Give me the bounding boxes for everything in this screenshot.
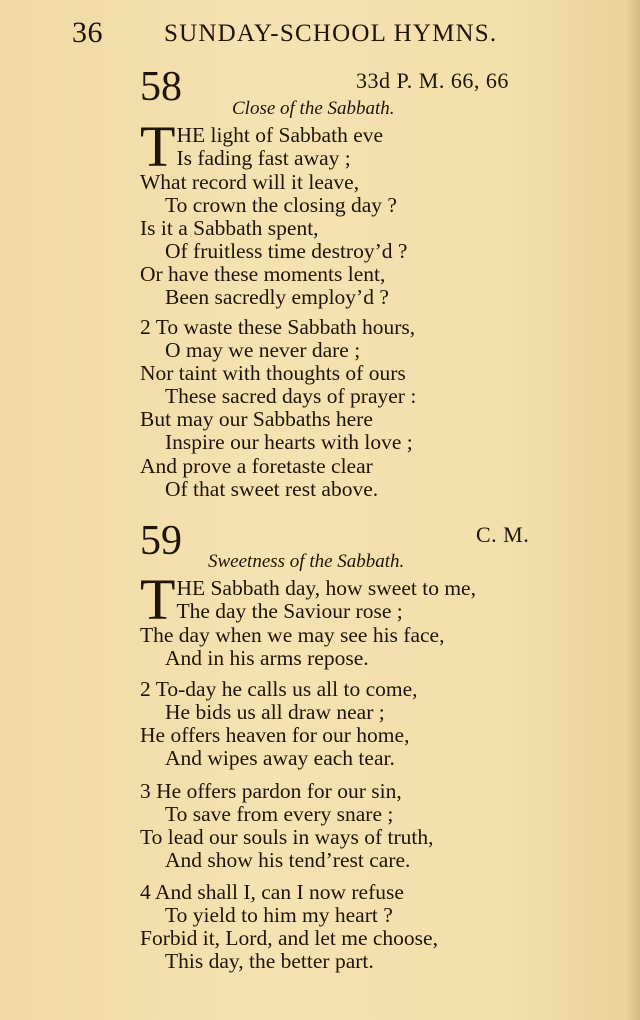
stanza-line: He bids us all draw near ;: [165, 700, 385, 725]
stanza-line: Forbid it, Lord, and let me choose,: [140, 926, 438, 951]
stanza-line: HE light of Sabbath eve: [176, 124, 384, 147]
hymn-number: 58: [140, 64, 182, 110]
stanza-line: Is it a Sabbath spent,: [140, 216, 319, 241]
stanza-line: What record will it leave,: [140, 170, 360, 194]
drop-cap: T: [140, 124, 176, 171]
stanza-line: This day, the better part.: [165, 949, 374, 974]
hymn-number: 59: [140, 518, 182, 564]
stanza-line: 2 To-day he calls us all to come,: [140, 677, 418, 701]
hymn-meter: C. M.: [476, 522, 530, 547]
stanza-line: Or have these moments lent,: [140, 262, 386, 287]
stanza-line: Of fruitless time destroy’d ?: [165, 239, 408, 264]
stanza-line: 3 He offers pardon for our sin,: [140, 779, 402, 803]
stanza-line: O may we never dare ;: [165, 338, 361, 363]
hymn-title: Close of the Sabbath.: [232, 98, 395, 119]
running-title: SUNDAY-SCHOOL HYMNS.: [164, 20, 498, 47]
stanza-line: Nor taint with thoughts of ours: [140, 361, 406, 386]
page-edge-shadow: [626, 0, 640, 1020]
stanza-line: Is fading fast away ;: [176, 146, 351, 171]
stanza-line: 2 To waste these Sabbath hours,: [140, 315, 416, 339]
stanza-line: And in his arms repose.: [165, 646, 369, 671]
hymn-title: Sweetness of the Sabbath.: [208, 551, 405, 572]
drop-cap: T: [140, 577, 176, 624]
stanza: [140, 881, 610, 973]
stanza-line: To save from every snare ;: [165, 802, 394, 827]
stanza-line: To yield to him my heart ?: [165, 903, 393, 928]
stanza-line: But may our Sabbaths here: [140, 407, 373, 432]
page-number: 36: [72, 16, 103, 49]
stanza-line: To crown the closing day ?: [165, 193, 397, 218]
stanza-line: Inspire our hearts with love ;: [165, 430, 413, 455]
stanza-line: He offers heaven for our home,: [140, 723, 410, 748]
stanza-line: Of that sweet rest above.: [165, 476, 379, 501]
stanza: [140, 124, 610, 310]
stanza-line: HE Sabbath day, how sweet to me,: [176, 577, 476, 600]
stanza: [140, 780, 610, 872]
stanza-line: And prove a foretaste clear: [140, 453, 373, 478]
stanza-line: And show his tend’rest care.: [165, 848, 411, 873]
stanza-line: To lead our souls in ways of truth,: [140, 825, 434, 850]
stanza: [140, 316, 610, 501]
stanza: [140, 678, 610, 770]
stanza-line: 4 And shall I, can I now refuse: [140, 880, 404, 904]
hymn-meter: 33d P. M. 66, 66: [356, 68, 509, 93]
stanza-line: Been sacredly employ’d ?: [165, 285, 389, 310]
stanza-opening: [140, 577, 610, 624]
stanza-line: These sacred days of prayer :: [165, 384, 417, 409]
stanza-line: And wipes away each tear.: [165, 746, 395, 771]
stanza-opening: [140, 124, 610, 171]
stanza-line: The day the Saviour rose ;: [176, 599, 403, 624]
stanza: [140, 577, 610, 670]
stanza-line: The day when we may see his face,: [140, 623, 445, 647]
